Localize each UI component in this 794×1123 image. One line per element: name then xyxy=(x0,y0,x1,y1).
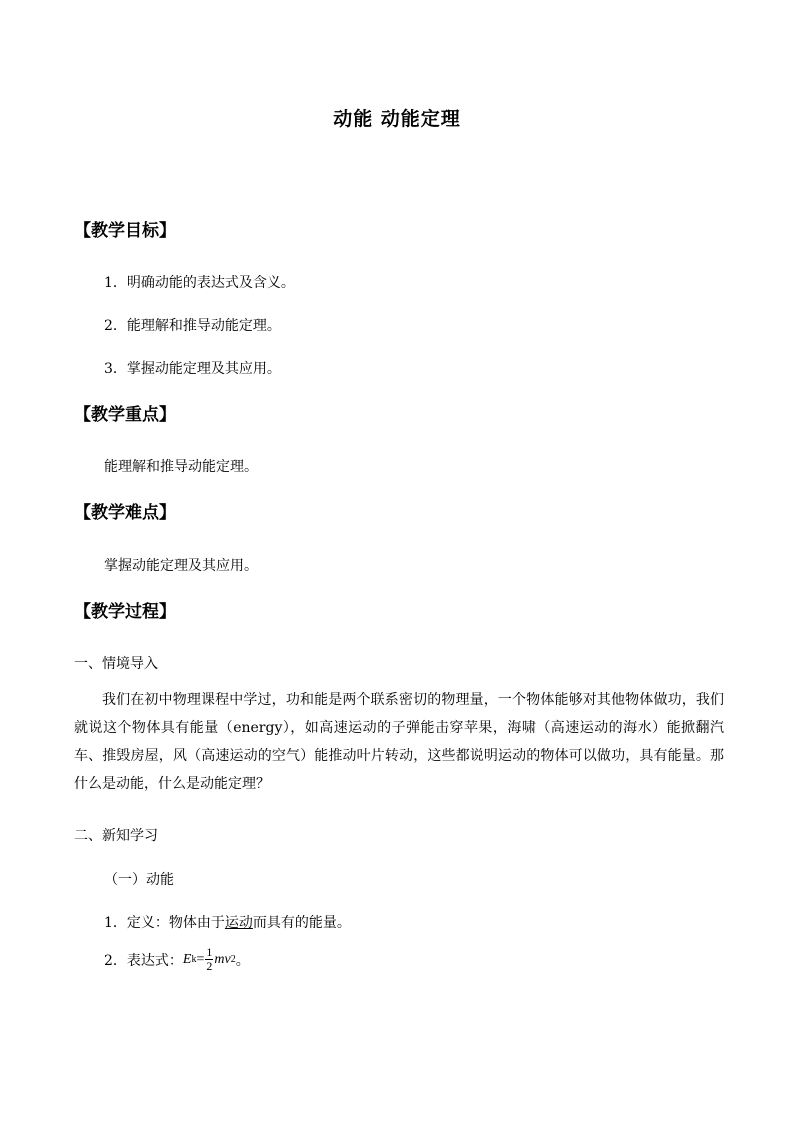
kinetic-energy-formula xyxy=(183,946,250,973)
formula-mv: mv xyxy=(214,951,231,967)
formula-subscript-k: k xyxy=(191,954,197,965)
new-learning-title: 二、新知学习 xyxy=(74,828,158,844)
fraction-denominator: 2 xyxy=(206,959,213,973)
expression-line xyxy=(104,946,250,973)
difficulties-heading: 【教学难点】 xyxy=(74,503,176,523)
expression-prefix: 2．表达式： xyxy=(104,952,183,969)
kinetic-energy-subtitle: （一）动能 xyxy=(104,872,174,888)
page-title: 动能 动能定理 xyxy=(333,108,461,130)
objective-item-3: 3．掌握动能定理及其应用。 xyxy=(104,361,281,377)
intro-section-title: 一、情境导入 xyxy=(74,656,158,672)
formula-e: E xyxy=(182,951,192,967)
objective-item-1: 1．明确动能的表达式及含义。 xyxy=(104,275,295,291)
process-heading: 【教学过程】 xyxy=(74,602,176,622)
formula-equals: = xyxy=(196,951,205,967)
objectives-heading: 【教学目标】 xyxy=(74,221,176,241)
fraction-numerator: 1 xyxy=(206,945,213,959)
formula-end: 。 xyxy=(235,953,250,969)
formula-exponent: 2 xyxy=(230,954,236,965)
definition-suffix: 而具有的能量。 xyxy=(252,915,351,931)
objective-item-2: 2．能理解和推导动能定理。 xyxy=(104,318,281,334)
definition-underlined-term: 运动 xyxy=(224,915,253,931)
formula-fraction xyxy=(205,946,213,973)
key-points-text: 能理解和推导动能定理。 xyxy=(104,459,258,475)
key-points-heading: 【教学重点】 xyxy=(74,405,176,425)
intro-paragraph: 我们在初中物理课程中学过，功和能是两个联系密切的物理量，一个物体能够对其他物体做功，我们就说这个物体具有能量（energy），如高速运动的子弹能击穿苹果，海啸（高速运动的海水）能掀翻汽车、推毁房屋，风（高速运动的空气）能推动叶片转动，这些都说明运动的物体可以做功，具有能量。那什么是动能，什么是动能定理？ xyxy=(74,692,724,792)
difficulties-text: 掌握动能定理及其应用。 xyxy=(104,558,258,574)
definition-line xyxy=(104,912,351,932)
definition-prefix: 1．定义：物体由于 xyxy=(104,915,225,931)
